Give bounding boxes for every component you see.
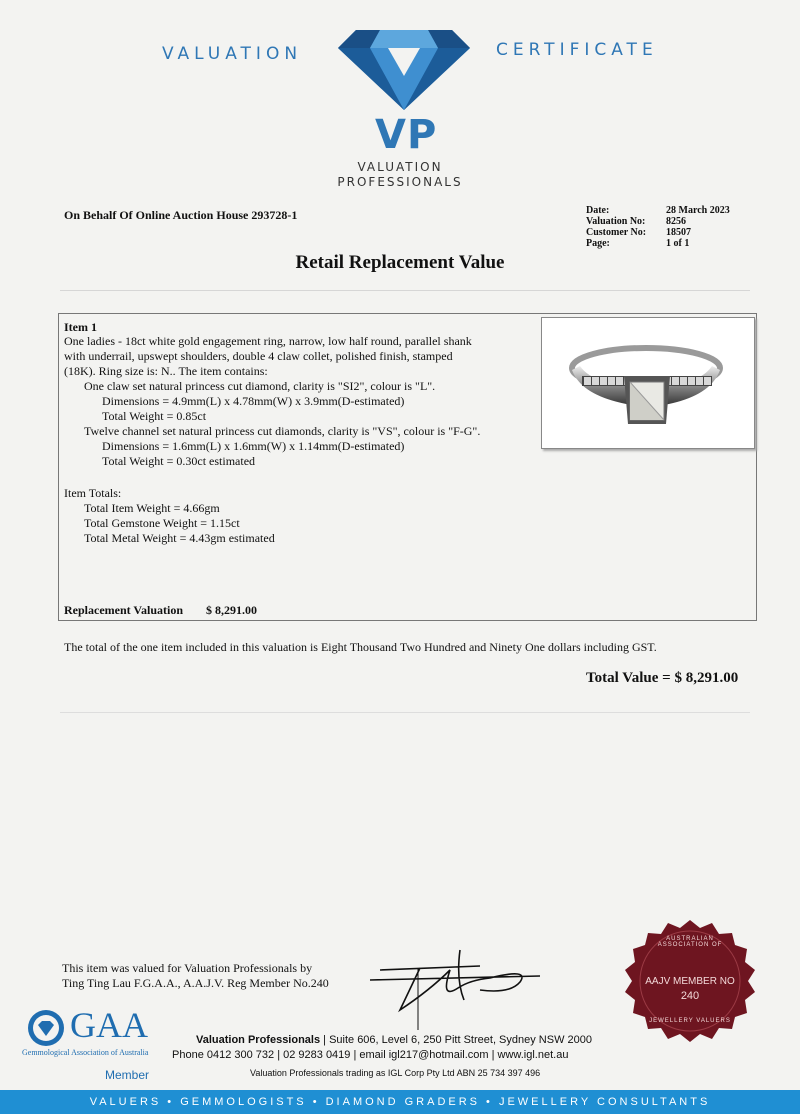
seal-member-no: AAJV MEMBER NO: [645, 976, 735, 987]
ring-image-icon: [542, 318, 754, 448]
summary-text: The total of the one item included in this valuation is Eight Thousand Two Hundred and Ninety One dollars including GST.: [64, 640, 657, 654]
total-metal-weight: Total Metal Weight = 4.43gm estimated: [84, 531, 275, 545]
meta-row-valuation-no: [586, 216, 730, 227]
ring-photo: [541, 317, 755, 449]
meta-label: Date:: [586, 205, 610, 216]
footer-address-text: | Suite 606, Level 6, 250 Pitt Street, Sydney NSW 2000: [320, 1034, 592, 1046]
meta-block: [586, 205, 730, 249]
meta-value: 8256: [666, 216, 686, 227]
stone1-desc: One claw set natural princess cut diamond, clarity is "SI2", colour is "L".: [84, 379, 436, 393]
seal-number: 240: [680, 990, 700, 1002]
total-gemstone-weight: Total Gemstone Weight = 1.15ct: [84, 516, 240, 530]
meta-value: 1 of 1: [666, 238, 690, 249]
meta-value: 28 March 2023: [666, 205, 730, 216]
divider: [60, 712, 750, 713]
footer-abn: Valuation Professionals trading as IGL Corp Pty Ltd ABN 25 734 397 496: [250, 1068, 541, 1078]
replacement-valuation-label: Replacement Valuation: [64, 603, 184, 617]
total-item-weight: Total Item Weight = 4.66gm: [84, 501, 220, 515]
footer-address: [196, 1034, 592, 1046]
logo-sub-professionals: PROFESSIONALS: [337, 175, 463, 189]
gaa-letters: GAA: [70, 1005, 148, 1045]
client-line: On Behalf Of Online Auction House 293728-1: [64, 208, 298, 222]
stone1-dimensions: Dimensions = 4.9mm(L) x 4.78mm(W) x 3.9mm(D-estimated): [102, 394, 405, 408]
replacement-valuation-value: $ 8,291.00: [206, 603, 257, 617]
meta-value: 18507: [666, 227, 691, 238]
diamond-logo-icon: [336, 26, 472, 112]
gaa-member: Member: [105, 1068, 150, 1082]
stone2-dimensions: Dimensions = 1.6mm(L) x 1.6mm(W) x 1.14mm(D-estimated): [102, 439, 405, 453]
logo-sub-valuation: VALUATION: [357, 160, 443, 174]
header-valuation-word: VALUATION: [162, 44, 303, 64]
meta-row-date: [586, 205, 730, 216]
stone2-desc: Twelve channel set natural princess cut diamonds, clarity is "VS", colour is "F-G".: [84, 424, 481, 438]
meta-label: Page:: [586, 238, 610, 249]
stone2-weight: Total Weight = 0.30ct estimated: [102, 454, 256, 468]
valuer-line-1: This item was valued for Valuation Professionals by: [62, 961, 313, 975]
divider: [60, 290, 750, 291]
seal-arc-top: AUSTRALIAN ASSOCIATION OF: [657, 936, 723, 948]
seal-arc-bottom: JEWELLERY VALUERS: [649, 1018, 731, 1024]
meta-row-customer-no: [586, 227, 730, 238]
valuer-line-2: Ting Ting Lau F.G.A.A., A.A.J.V. Reg Member No.240: [62, 976, 329, 990]
meta-row-page: [586, 238, 730, 249]
total-value: Total Value = $ 8,291.00: [586, 670, 739, 686]
signature-icon: [360, 940, 560, 1030]
meta-label: Valuation No:: [586, 216, 646, 227]
footer-company: Valuation Professionals: [196, 1034, 321, 1046]
logo-letters: VP: [375, 112, 438, 158]
gaa-emblem-icon: [26, 1008, 66, 1048]
footer-services-bar: VALUERS • GEMMOLOGISTS • DIAMOND GRADERS • JEWELLERY CONSULTANTS: [0, 1090, 800, 1114]
item-totals-heading: Item Totals:: [64, 486, 122, 500]
stone1-weight: Total Weight = 0.85ct: [102, 409, 207, 423]
item-desc-line: with underrail, upswept shoulders, double 4 claw collet, polished finish, stamped: [64, 349, 453, 363]
header-certificate-word: CERTIFICATE: [496, 40, 658, 60]
item-heading: Item 1: [64, 320, 97, 334]
footer-contact: Phone 0412 300 732 | 02 9283 0419 | email igl217@hotmail.com | www.igl.net.au: [172, 1049, 569, 1061]
document-title: Retail Replacement Value: [295, 252, 505, 273]
item-desc-line: (18K). Ring size is: N.. The item contains:: [64, 364, 268, 378]
gaa-name: Gemmological Association of Australia: [22, 1048, 149, 1057]
item-desc-line: One ladies - 18ct white gold engagement ring, narrow, low half round, parallel shank: [64, 334, 472, 348]
meta-label: Customer No:: [586, 227, 647, 238]
